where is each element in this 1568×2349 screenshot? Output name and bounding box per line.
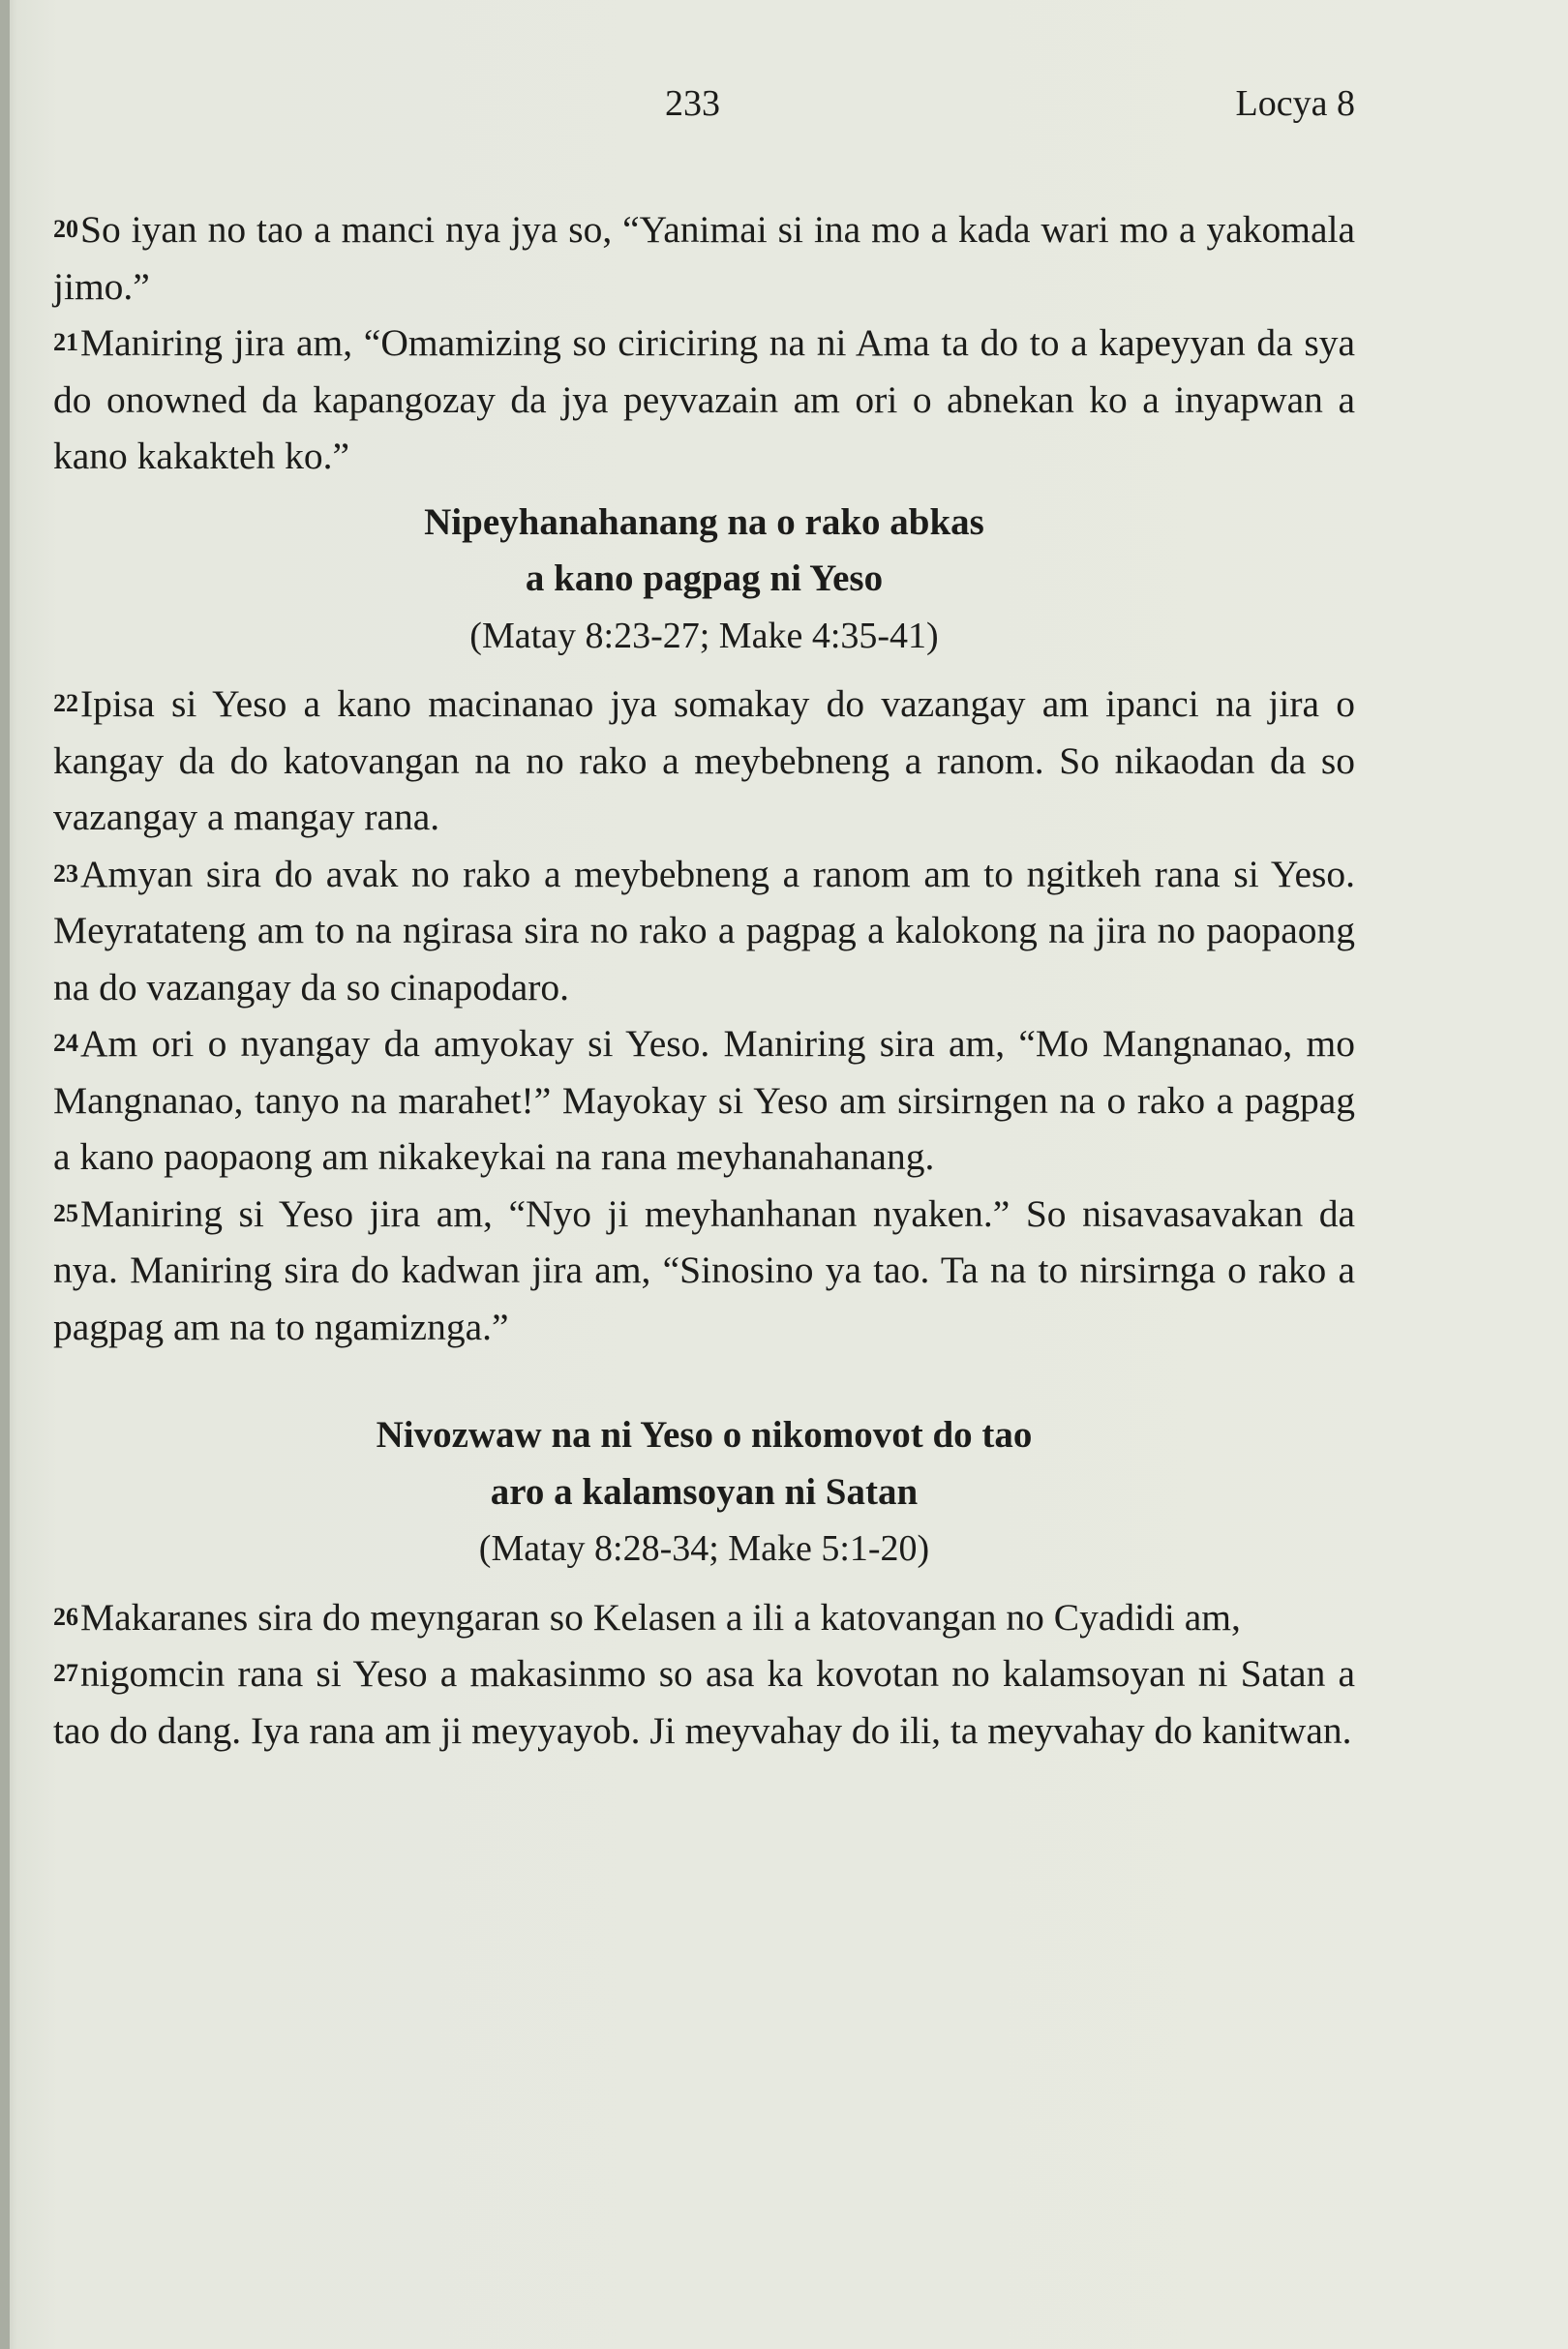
verse-text: Maniring si Yeso jira am, “Nyo ji meyhanhanan nyaken.” So nisavasavakan da nya. Maniring sira do kadwan jira am, “Sinosino ya tao. Ta na to nirsirnga o rako a pagpag am na to ngamiznga.” xyxy=(53,1191,1355,1348)
verse-text: nigomcin rana si Yeso a makasinmo so asa ka kovotan no kalamsoyan ni Satan a tao do dang. Iya rana am ji meyyayob. Ji meyvahay do ili, ta meyvahay do kanitwan. xyxy=(53,1652,1355,1752)
verse-text: Ipisa si Yeso a kano macinanao jya somakay do vazangay am ipanci na jira o kangay da do katovangan na no rako a meybebneng a ranom. So nikaodan da so vazangay a mangay rana. xyxy=(53,682,1355,838)
page-header xyxy=(53,82,1355,140)
verse-number: 23 xyxy=(53,858,78,888)
verse-25 xyxy=(53,1186,1355,1356)
verse-number: 25 xyxy=(53,1198,78,1227)
verse-number: 27 xyxy=(53,1659,78,1687)
verse-20 xyxy=(53,201,1355,315)
verse-24 xyxy=(53,1015,1355,1186)
page-text xyxy=(53,201,1355,1759)
section-reference-1: (Matay 8:23-27; Make 4:35-41) xyxy=(469,615,939,656)
verse-number: 20 xyxy=(53,215,78,243)
verse-27 xyxy=(53,1645,1355,1759)
verse-23 xyxy=(53,846,1355,1016)
verse-number: 24 xyxy=(53,1029,78,1057)
verse-text: Amyan sira do avak no rako a meybebneng a ranom am to ngitkeh rana si Yeso. Meyratateng am to na ngirasa sira no rako a pagpag a kalokong na jira no paopaong na do vazangay da so cinapodaro. xyxy=(53,852,1355,1009)
section-title-2b: aro a kalamsoyan ni Satan xyxy=(490,1470,919,1513)
verse-text: Maniring jira am, “Omamizing so ciriciring na ni Ama ta do to a kapeyyan da sya do onowned da kapangozay da jya peyvazain am ori o abnekan ko a inyapwan a kano kakakteh ko.” xyxy=(53,321,1355,477)
verse-text: Makaranes sira do meyngaran so Kelasen a ili a katovangan no Cyadidi am, xyxy=(80,1595,1241,1639)
section-title-1a: Nipeyhanahanang na o rako abkas xyxy=(424,500,984,543)
verse-number: 26 xyxy=(53,1602,78,1631)
verse-26 xyxy=(53,1589,1355,1646)
verse-number: 22 xyxy=(53,689,78,717)
section-reference-2: (Matay 8:28-34; Make 5:1-20) xyxy=(478,1528,930,1569)
section-title-1b: a kano pagpag ni Yeso xyxy=(525,557,884,599)
running-head: Locya 8 xyxy=(1235,83,1355,124)
verse-text: So iyan no tao a manci nya jya so, “Yanimai si ina mo a kada wari mo a yakomala jimo.” xyxy=(53,208,1355,308)
page-number: 233 xyxy=(665,83,720,124)
verse-21 xyxy=(53,315,1355,485)
verse-22 xyxy=(53,676,1355,846)
verse-number: 21 xyxy=(53,328,78,356)
section-title-2a: Nivozwaw na ni Yeso o nikomovot do tao xyxy=(376,1414,1033,1456)
page-binding-edge xyxy=(0,0,10,2349)
verse-text: Am ori o nyangay da amyokay si Yeso. Maniring sira am, “Mo Mangnanao, mo Mangnanao, tanyo na marahet!” Mayokay si Yeso am sirsirngen na o rako a pagpag a kano paopaong am nikakeykai na rana meyhanahanang. xyxy=(53,1022,1355,1178)
